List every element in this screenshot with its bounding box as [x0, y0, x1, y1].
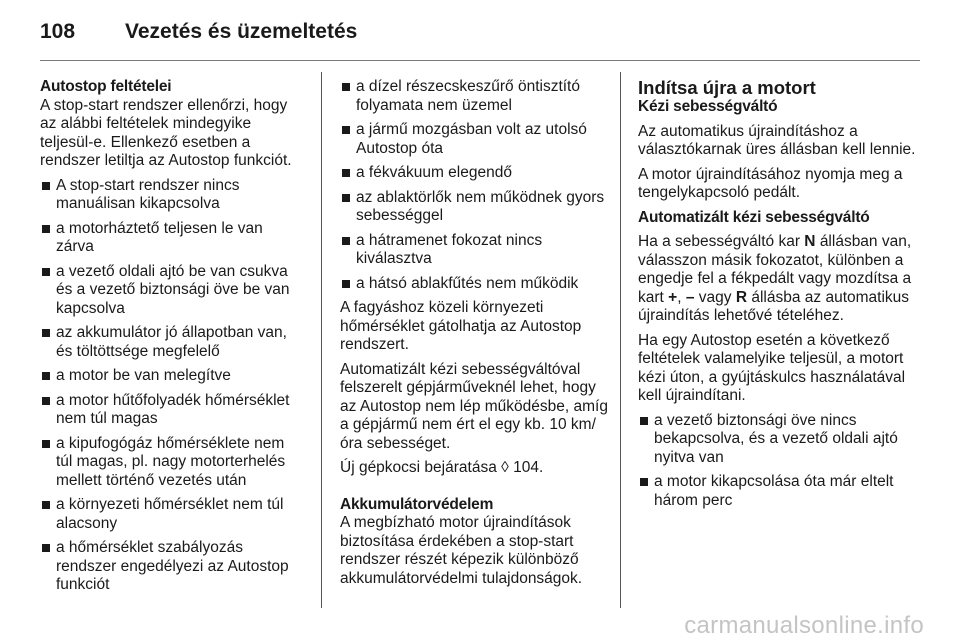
page-reference-icon: ◊: [501, 459, 509, 476]
frost-paragraph: A fagyáshoz közeli környezeti hőmérséklet gátolhatja az Autostop rendszert.: [340, 299, 582, 353]
page-title: Vezetés és üzemeltetés: [125, 20, 358, 43]
column-divider-1: [321, 72, 322, 608]
list-item: a hátsó ablakfűtés nem működik: [340, 275, 608, 294]
list-item: a motorháztető teljesen le van zárva: [40, 220, 304, 257]
subheading-manual-gearbox: Kézi sebességváltó: [638, 98, 778, 115]
bullet-icon: [640, 478, 648, 486]
list-item: az akkumulátor jó állapotban van, és töltöttsége megfelelő: [40, 324, 304, 361]
bullet-icon: [342, 126, 350, 134]
conditions-list-2: [340, 78, 608, 293]
automated-gearbox-paragraph: Automatizált kézi sebességváltóval felszerelt gépjárműveknél lehet, hogy az Autostop nem lép működésbe, amíg a gépjármű nem ért el egy kb. 10 km/óra sebességet.: [340, 360, 608, 452]
list-item: a jármű mozgásban volt az utolsó Autostop óta: [340, 121, 608, 158]
restart-conditions-list: [638, 412, 924, 511]
bullet-icon: [342, 169, 350, 177]
bullet-icon: [42, 329, 50, 337]
reference-link[interactable]: Új gépkocsi bejáratása: [340, 459, 497, 476]
spacer: [340, 484, 608, 496]
reference-page[interactable]: 104.: [513, 459, 544, 476]
header-rule: [40, 60, 920, 61]
gear-n: N: [804, 233, 816, 250]
list-item: a hőmérséklet szabályozás rendszer engedélyezi az Autostop funkciót: [40, 539, 304, 595]
list-item: a vezető oldali ajtó be van csukva és a vezető biztonsági öve be van kapcsolva: [40, 263, 304, 319]
column-divider-2: [620, 72, 621, 608]
bullet-icon: [42, 440, 50, 448]
gear-plus: +: [668, 288, 678, 306]
manual-restart-paragraph: Ha egy Autostop esetén a következő feltételek valamelyike teljesül, a motort kézi úton, a gyújtáskulcs használatával kell újraindítani.: [638, 331, 906, 404]
list-item: a vezető biztonsági öve nincs bekapcsolva, és a vezető oldali ajtó nyitva van: [638, 412, 924, 468]
manual-paragraph-2: A motor újraindításához nyomja meg a tengelykapcsoló pedált.: [638, 165, 903, 201]
section-heading-restart-engine: Indítsa újra a motort: [638, 77, 816, 98]
list-item: a környezeti hőmérséklet nem túl alacsony: [40, 496, 304, 533]
conditions-list-1: [40, 177, 304, 595]
page-number: 108: [40, 20, 76, 43]
manual-paragraph-1: Az automatikus újraindításhoz a választókarnak üres állásban kell lennie.: [638, 122, 916, 158]
list-item: a motor kikapcsolása óta már eltelt három perc: [638, 473, 924, 510]
bullet-icon: [342, 280, 350, 288]
list-item: a motor be van melegítve: [40, 367, 304, 386]
column-2: [340, 78, 608, 594]
bullet-icon: [42, 372, 50, 380]
bullet-icon: [42, 544, 50, 552]
list-item: a dízel részecskeszűrő öntisztító folyamata nem üzemel: [340, 78, 608, 115]
list-item: A stop-start rendszer nincs manuálisan kikapcsolva: [40, 177, 304, 214]
gear-minus: –: [685, 288, 695, 306]
watermark: carmanualsonline.info: [684, 612, 924, 639]
automated-paragraph: Ha a sebességváltó kar N állásban van, válasszon másik fokozatot, különben a engedje fel a fékpedált vagy mozdítsa a kart +, – vagy R állásba az automatikus újraindítás lehetővé tételéhez.: [638, 233, 912, 324]
column-3: [638, 78, 924, 516]
bullet-icon: [42, 397, 50, 405]
bullet-icon: [42, 225, 50, 233]
bullet-icon: [42, 268, 50, 276]
bullet-icon: [42, 501, 50, 509]
section-heading-battery-protection: Akkumulátorvédelem: [340, 495, 494, 513]
bullet-icon: [342, 83, 350, 91]
cross-reference: [340, 459, 608, 478]
bullet-icon: [342, 237, 350, 245]
page-header: [40, 12, 920, 52]
bullet-icon: [640, 417, 648, 425]
bullet-icon: [42, 182, 50, 190]
list-item: az ablaktörlők nem működnek gyors sebességgel: [340, 189, 608, 226]
subheading-automated-gearbox: Automatizált kézi sebességváltó: [638, 208, 870, 226]
column-1: [40, 78, 304, 601]
bullet-icon: [342, 194, 350, 202]
list-item: a fékvákuum elegendő: [340, 164, 608, 183]
gear-r: R: [735, 288, 748, 306]
battery-paragraph: A megbízható motor újraindítások biztosítása érdekében a stop-start rendszer részét képezik különböző akkumulátorvédelmi tulajdonságok.: [340, 514, 583, 587]
intro-paragraph: A stop-start rendszer ellenőrzi, hogy az alábbi feltételek mindegyike teljesül-e. Ellenkező esetben a rendszer letiltja az Autostop funkciót.: [40, 96, 292, 169]
list-item: a kipufogógáz hőmérséklete nem túl magas, pl. nagy motorterhelés mellett történő vezetés után: [40, 435, 304, 491]
list-item: a motor hűtőfolyadék hőmérséklet nem túl magas: [40, 392, 304, 429]
list-item: a hátramenet fokozat nincs kiválasztva: [340, 232, 608, 269]
section-heading-autostop-conditions: Autostop feltételei: [40, 78, 172, 95]
